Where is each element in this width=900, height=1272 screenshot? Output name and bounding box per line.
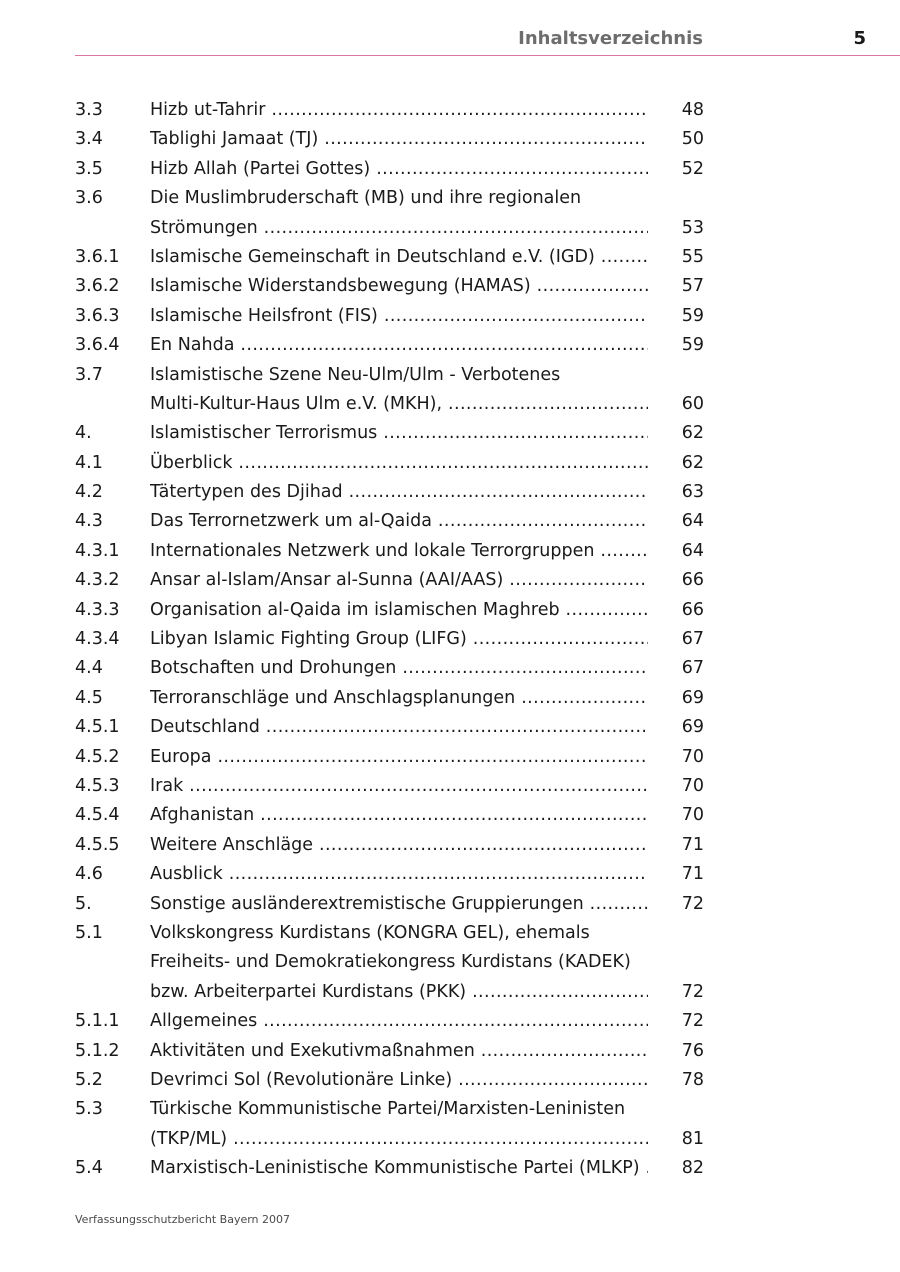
toc-entry — [0, 331, 900, 360]
toc-entry-page: 72 — [681, 981, 704, 1002]
toc-line — [0, 419, 900, 448]
toc-line — [0, 537, 900, 566]
toc-entry-page: 78 — [681, 1069, 704, 1090]
toc-entry-number: 4.3.1 — [75, 540, 120, 561]
toc-line — [0, 684, 900, 713]
toc-entry-title: Islamische Gemeinschaft in Deutschland e.V. (IGD) ..... — [150, 243, 648, 272]
toc-entry-page: 64 — [681, 511, 704, 532]
toc-entry — [0, 1095, 900, 1154]
toc-entry-number: 3.6.2 — [75, 276, 120, 297]
toc-line — [0, 1095, 900, 1124]
toc-entry — [0, 1007, 900, 1036]
toc-entry-title: Botschaften und Drohungen ..... — [150, 654, 648, 683]
toc-line — [0, 566, 900, 595]
toc-entry-title: bzw. Arbeiterpartei Kurdistans (PKK) ..... — [150, 978, 648, 1007]
toc-entry — [0, 537, 900, 566]
toc-entry — [0, 184, 900, 243]
toc-entry-page: 66 — [681, 599, 704, 620]
toc-entry-number: 4.5 — [75, 687, 103, 708]
toc-entry-page: 70 — [681, 805, 704, 826]
toc-entry-number: 3.6.3 — [75, 305, 120, 326]
toc-entry-number: 4.5.5 — [75, 834, 120, 855]
toc-entry-title: Allgemeines ..... — [150, 1007, 648, 1036]
toc-line — [0, 478, 900, 507]
toc-entry-title: Deutschland ..... — [150, 713, 648, 742]
toc-line — [0, 184, 900, 213]
toc-entry — [0, 125, 900, 154]
toc-line — [0, 978, 900, 1007]
toc-line — [0, 625, 900, 654]
toc-entry-number: 4.6 — [75, 864, 103, 885]
toc-line — [0, 948, 900, 977]
toc-entry-title: Organisation al-Qaida im islamischen Maghreb ..... — [150, 596, 648, 625]
toc-entry-page: 70 — [681, 775, 704, 796]
toc-entry-number: 5.2 — [75, 1069, 103, 1090]
toc-entry-number: 3.6.1 — [75, 246, 120, 267]
toc-line — [0, 361, 900, 390]
table-of-contents — [0, 96, 900, 1183]
toc-entry-number: 3.5 — [75, 158, 103, 179]
toc-entry-title: Islamistische Szene Neu-Ulm/Ulm - Verbotenes — [150, 364, 561, 385]
toc-entry-title: Internationales Netzwerk und lokale Terrorgruppen ..... — [150, 537, 648, 566]
toc-entry-page: 53 — [681, 217, 704, 238]
toc-entry-title: Überblick ..... — [150, 449, 648, 478]
toc-entry-page: 81 — [681, 1128, 704, 1149]
toc-entry-page: 57 — [681, 276, 704, 297]
toc-entry-page: 64 — [681, 540, 704, 561]
toc-entry — [0, 1066, 900, 1095]
toc-entry-page: 71 — [681, 834, 704, 855]
header-divider — [75, 55, 900, 56]
toc-entry-number: 3.4 — [75, 129, 103, 150]
toc-entry-title: Tätertypen des Djihad ..... — [150, 478, 648, 507]
toc-entry — [0, 243, 900, 272]
toc-entry-page: 67 — [681, 658, 704, 679]
toc-entry-number: 4.1 — [75, 452, 103, 473]
toc-line — [0, 743, 900, 772]
toc-entry — [0, 566, 900, 595]
toc-entry — [0, 361, 900, 420]
toc-entry-number: 4.5.4 — [75, 805, 120, 826]
toc-entry-page: 55 — [681, 246, 704, 267]
toc-entry-number: 3.3 — [75, 100, 103, 120]
toc-entry-number: 3.6.4 — [75, 335, 120, 356]
toc-entry-title: Irak ..... — [150, 772, 648, 801]
toc-entry-title: Marxistisch-Leninistische Kommunistische Partei (MLKP) ..... — [150, 1154, 648, 1183]
toc-entry-number: 4.3 — [75, 511, 103, 532]
toc-entry-page: 59 — [681, 335, 704, 356]
toc-line — [0, 919, 900, 948]
toc-entry-page: 52 — [681, 158, 704, 179]
toc-entry-title: Die Muslimbruderschaft (MB) und ihre regionalen — [150, 188, 582, 209]
toc-line — [0, 507, 900, 536]
toc-line — [0, 1066, 900, 1095]
toc-entry-number: 3.6 — [75, 188, 103, 209]
toc-entry-number: 4.3.3 — [75, 599, 120, 620]
toc-entry — [0, 801, 900, 830]
toc-entry-number: 5.4 — [75, 1158, 103, 1179]
toc-line — [0, 890, 900, 919]
toc-entry-page: 48 — [681, 100, 704, 120]
toc-entry-page: 71 — [681, 864, 704, 885]
toc-entry-page: 62 — [681, 452, 704, 473]
toc-entry — [0, 831, 900, 860]
toc-entry-number: 4. — [75, 423, 92, 444]
toc-entry-title: Freiheits- und Demokratiekongress Kurdistans (KADEK) — [150, 952, 631, 973]
toc-entry-title: Das Terrornetzwerk um al-Qaida ..... — [150, 507, 648, 536]
toc-line — [0, 155, 900, 184]
toc-entry — [0, 596, 900, 625]
toc-entry-title: Weitere Anschläge ..... — [150, 831, 648, 860]
footer-text: Verfassungsschutzbericht Bayern 2007 — [75, 1213, 291, 1226]
toc-entry-page: 60 — [681, 393, 704, 414]
toc-line — [0, 214, 900, 243]
toc-line — [0, 272, 900, 301]
toc-entry-title: Libyan Islamic Fighting Group (LIFG) ..... — [150, 625, 648, 654]
toc-entry-page: 72 — [681, 893, 704, 914]
toc-entry — [0, 155, 900, 184]
section-title: Inhaltsverzeichnis — [518, 28, 703, 49]
toc-entry-title: Islamistischer Terrorismus ..... — [150, 419, 648, 448]
toc-entry-title: Tablighi Jamaat (TJ) ..... — [150, 125, 648, 154]
toc-entry-title: Devrimci Sol (Revolutionäre Linke) ..... — [150, 1066, 648, 1095]
toc-line — [0, 1007, 900, 1036]
toc-entry — [0, 1154, 900, 1183]
toc-entry — [0, 743, 900, 772]
toc-entry — [0, 890, 900, 919]
toc-entry-number: 4.3.2 — [75, 570, 120, 591]
toc-entry — [0, 507, 900, 536]
toc-entry-title: Terroranschläge und Anschlagsplanungen ..... — [150, 684, 648, 713]
toc-entry — [0, 625, 900, 654]
toc-line — [0, 596, 900, 625]
toc-entry-number: 5.1.2 — [75, 1040, 120, 1061]
toc-entry — [0, 272, 900, 301]
toc-entry — [0, 684, 900, 713]
toc-entry — [0, 713, 900, 742]
toc-entry-page: 69 — [681, 687, 704, 708]
toc-entry-title: Afghanistan ..... — [150, 801, 648, 830]
toc-line — [0, 831, 900, 860]
toc-entry-number: 4.5.1 — [75, 717, 120, 738]
toc-entry — [0, 860, 900, 889]
toc-line — [0, 713, 900, 742]
toc-entry — [0, 919, 900, 1007]
toc-entry — [0, 419, 900, 448]
toc-entry-title: Islamische Widerstandsbewegung (HAMAS) ..... — [150, 272, 648, 301]
toc-line — [0, 654, 900, 683]
toc-entry-page: 67 — [681, 629, 704, 650]
toc-entry-title: Aktivitäten und Exekutivmaßnahmen ..... — [150, 1037, 648, 1066]
toc-entry-title: Multi-Kultur-Haus Ulm e.V. (MKH), ..... — [150, 390, 648, 419]
toc-line — [0, 96, 900, 125]
toc-entry-page: 70 — [681, 746, 704, 767]
toc-line — [0, 772, 900, 801]
toc-entry-number: 5. — [75, 893, 92, 914]
toc-line — [0, 390, 900, 419]
toc-line — [0, 331, 900, 360]
toc-entry — [0, 96, 900, 125]
toc-line — [0, 1125, 900, 1154]
toc-entry-number: 5.1 — [75, 922, 103, 943]
toc-entry-page: 76 — [681, 1040, 704, 1061]
toc-entry — [0, 772, 900, 801]
toc-entry-title: Ansar al-Islam/Ansar al-Sunna (AAI/AAS) ..... — [150, 566, 648, 595]
toc-entry-page: 62 — [681, 423, 704, 444]
toc-line — [0, 243, 900, 272]
toc-entry-number: 4.5.3 — [75, 775, 120, 796]
toc-line — [0, 801, 900, 830]
toc-entry-number: 3.7 — [75, 364, 103, 385]
toc-entry-title: Hizb Allah (Partei Gottes) ..... — [150, 155, 648, 184]
toc-entry-number: 4.5.2 — [75, 746, 120, 767]
toc-line — [0, 302, 900, 331]
toc-line — [0, 449, 900, 478]
toc-entry-number: 5.3 — [75, 1099, 103, 1120]
toc-entry-title: (TKP/ML) ..... — [150, 1125, 648, 1154]
toc-line — [0, 1037, 900, 1066]
toc-line — [0, 860, 900, 889]
toc-entry — [0, 478, 900, 507]
toc-entry-page: 82 — [681, 1158, 704, 1179]
toc-entry-page: 72 — [681, 1011, 704, 1032]
toc-entry-page: 63 — [681, 482, 704, 503]
toc-entry-page: 69 — [681, 717, 704, 738]
toc-entry-title: Europa ..... — [150, 743, 648, 772]
toc-entry-title: Hizb ut-Tahrir ..... — [150, 96, 648, 125]
toc-entry-title: Strömungen ..... — [150, 214, 648, 243]
toc-entry-number: 4.2 — [75, 482, 103, 503]
toc-entry-page: 59 — [681, 305, 704, 326]
toc-entry — [0, 1037, 900, 1066]
toc-entry-number: 4.4 — [75, 658, 103, 679]
toc-entry — [0, 654, 900, 683]
toc-line — [0, 1154, 900, 1183]
page-number: 5 — [853, 28, 866, 49]
toc-line — [0, 125, 900, 154]
toc-entry-number: 5.1.1 — [75, 1011, 120, 1032]
toc-entry-title: Volkskongress Kurdistans (KONGRA GEL), ehemals — [150, 922, 590, 943]
toc-entry-title: Islamische Heilsfront (FIS) ..... — [150, 302, 648, 331]
toc-entry-page: 50 — [681, 129, 704, 150]
toc-entry-number: 4.3.4 — [75, 629, 120, 650]
toc-entry-title: Ausblick ..... — [150, 860, 648, 889]
toc-entry — [0, 449, 900, 478]
toc-entry-title: Türkische Kommunistische Partei/Marxisten-Leninisten — [150, 1099, 626, 1120]
toc-entry — [0, 302, 900, 331]
toc-entry-page: 66 — [681, 570, 704, 591]
toc-entry-title: Sonstige ausländerextremistische Gruppierungen ..... — [150, 890, 648, 919]
toc-entry-title: En Nahda ..... — [150, 331, 648, 360]
